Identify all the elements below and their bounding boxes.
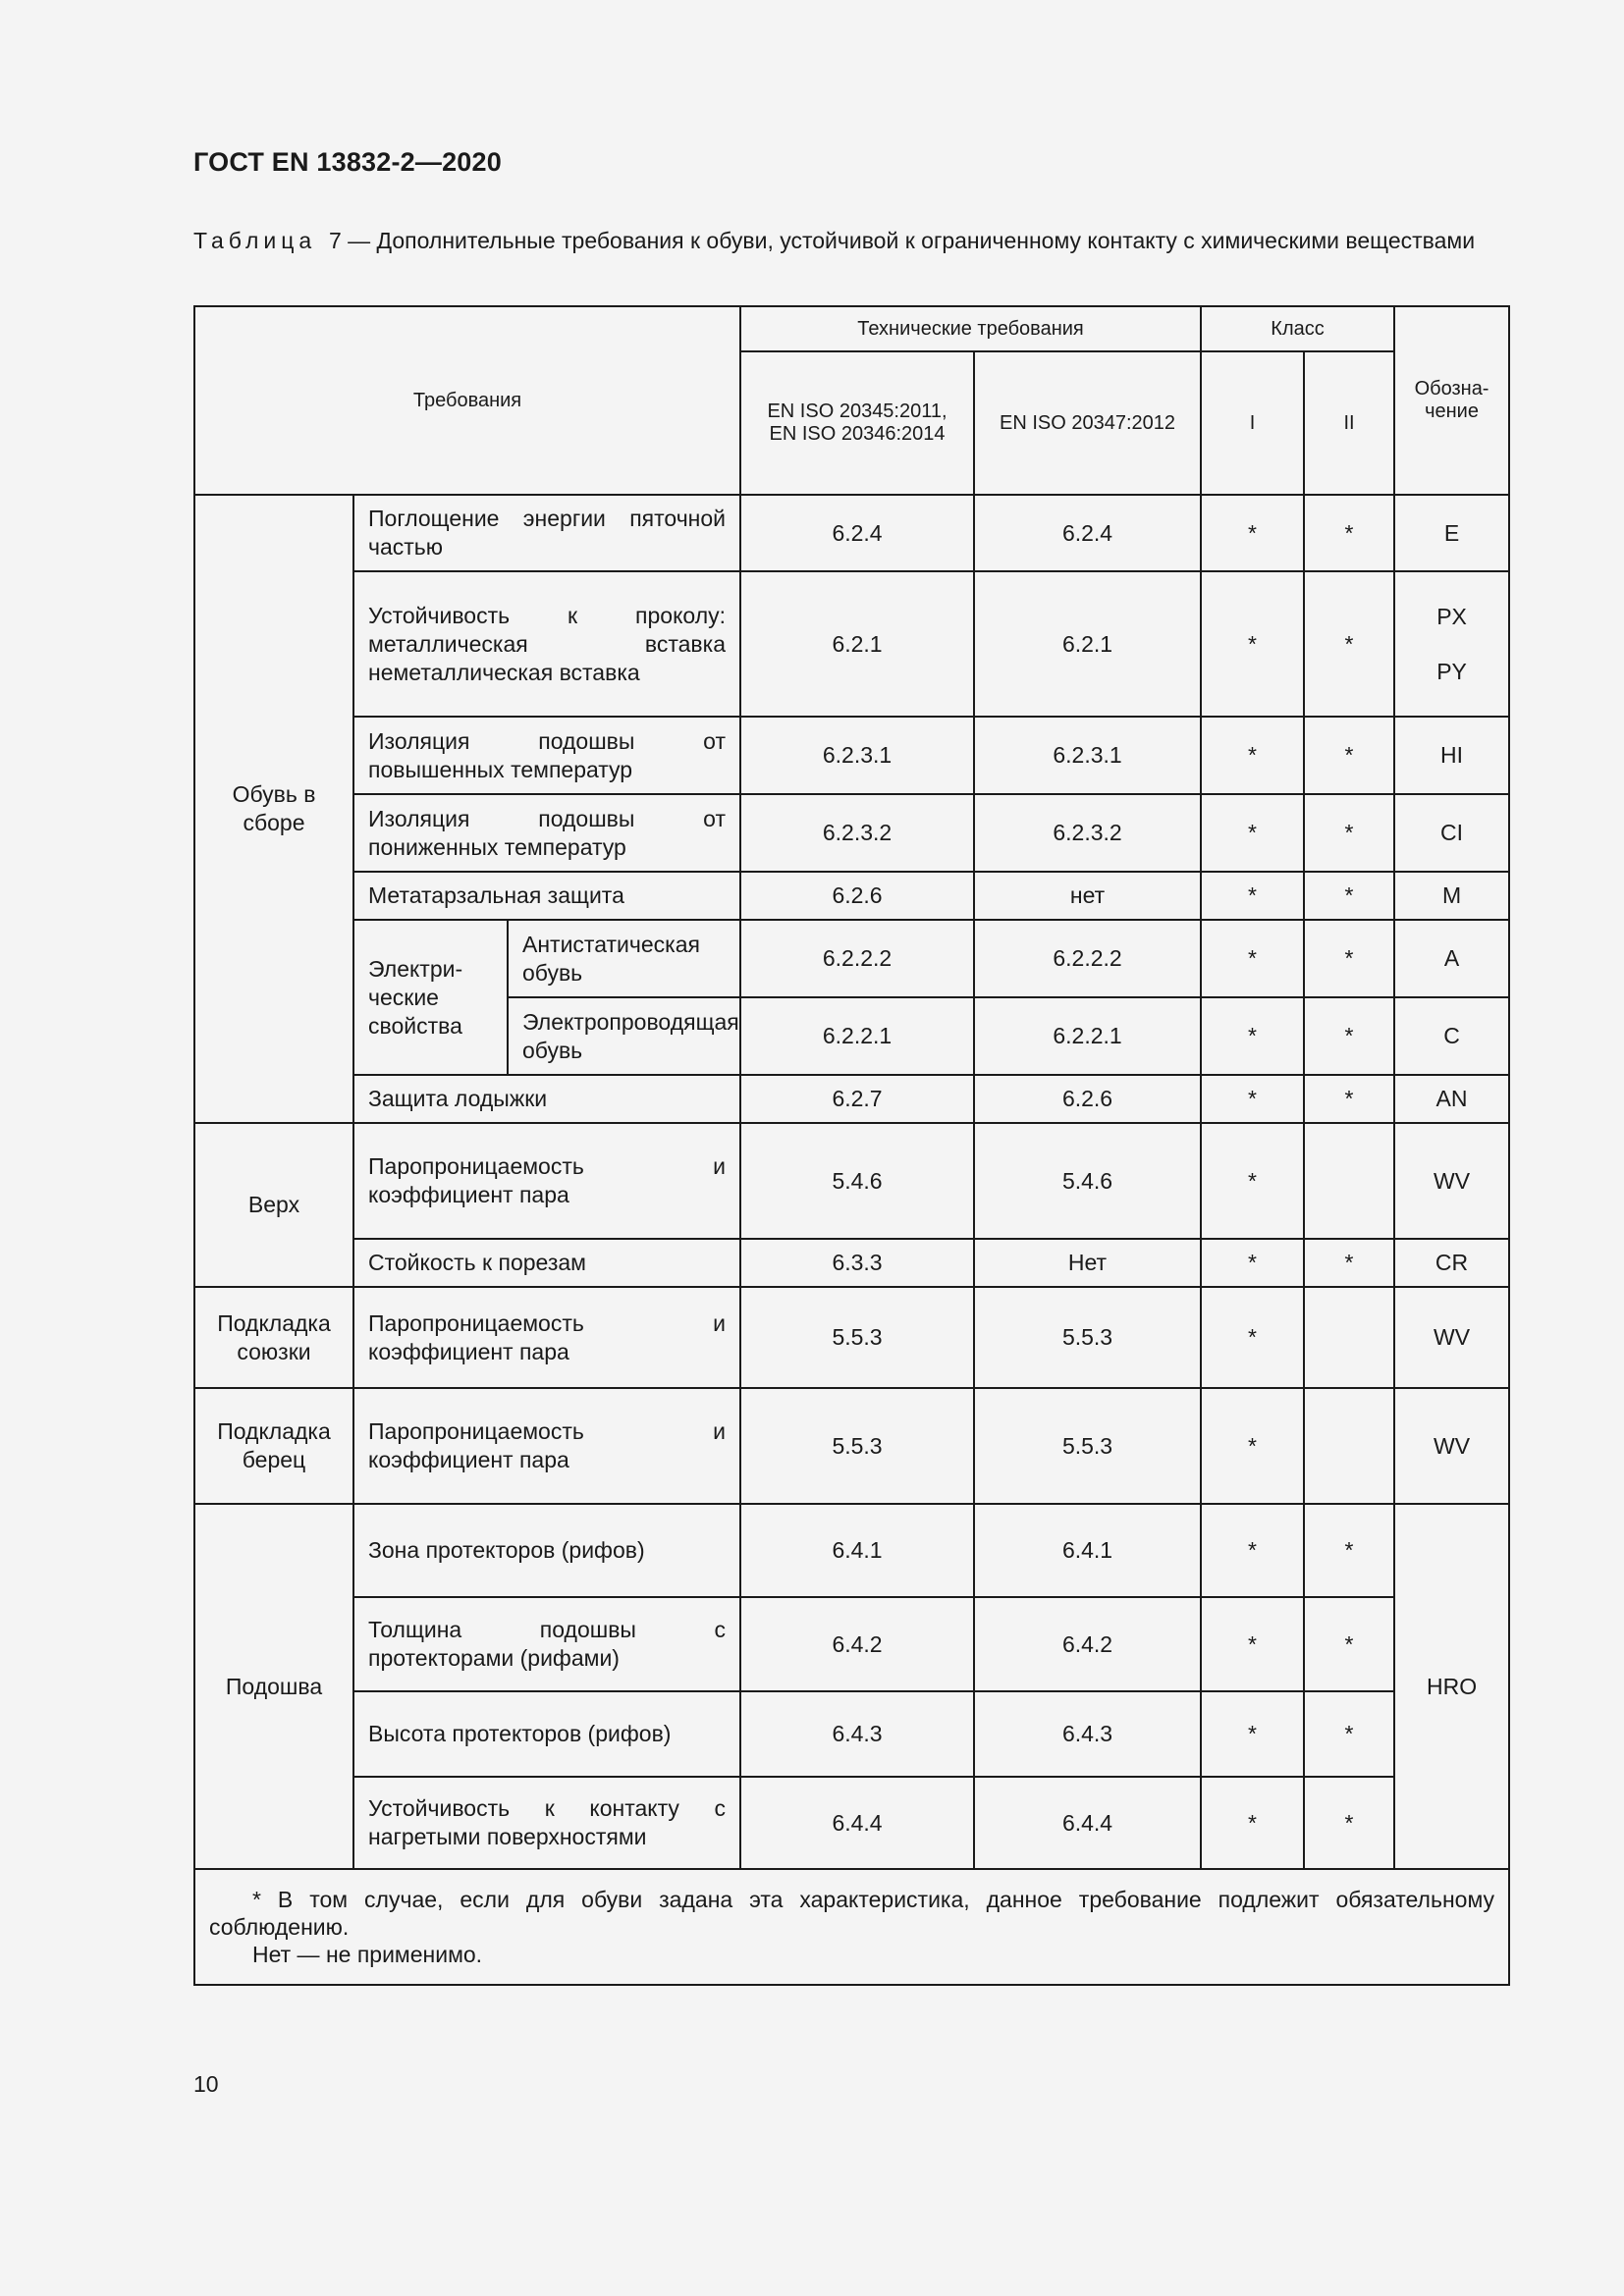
row-class1: * bbox=[1201, 1504, 1304, 1597]
row-class1: * bbox=[1201, 717, 1304, 794]
row-designation: HRO bbox=[1394, 1504, 1509, 1869]
row-designation: E bbox=[1394, 495, 1509, 571]
table-caption-text: 7 — Дополнительные требования к обуви, устойчивой к ограниченному контакту с химическими веществами bbox=[328, 228, 1476, 253]
row-std2: 5.5.3 bbox=[974, 1287, 1201, 1388]
row-class1: * bbox=[1201, 1287, 1304, 1388]
designation-py: PY bbox=[1436, 659, 1467, 684]
row-requirement: Стойкость к порезам bbox=[353, 1239, 740, 1287]
row-class2: * bbox=[1304, 872, 1394, 920]
row-designation: M bbox=[1394, 872, 1509, 920]
requirements-table bbox=[193, 305, 1510, 1986]
row-class1: * bbox=[1201, 1239, 1304, 1287]
row-std1: 6.2.2.1 bbox=[740, 997, 974, 1075]
row-class2: * bbox=[1304, 571, 1394, 717]
page-number: 10 bbox=[193, 2071, 219, 2097]
row-class1: * bbox=[1201, 997, 1304, 1075]
group-electrical: Электри-ческие свойства bbox=[353, 920, 508, 1075]
row-std2: 6.2.2.1 bbox=[974, 997, 1201, 1075]
row-class1: * bbox=[1201, 794, 1304, 872]
row-class2 bbox=[1304, 1287, 1394, 1388]
row-class1: * bbox=[1201, 1123, 1304, 1239]
row-std1: 6.4.1 bbox=[740, 1504, 974, 1597]
row-requirement: Паропроницаемость и коэффициент пара bbox=[353, 1123, 740, 1239]
footnote-line-2: Нет — не применимо. bbox=[252, 1942, 483, 1967]
group-assembled: Обувь в сборе bbox=[194, 495, 353, 1123]
row-std1: 6.2.3.2 bbox=[740, 794, 974, 872]
group-vamp-lining: Подкладка союзки bbox=[194, 1287, 353, 1388]
row-designation: HI bbox=[1394, 717, 1509, 794]
row-std2: 6.2.3.1 bbox=[974, 717, 1201, 794]
header-technical: Технические требования bbox=[740, 306, 1201, 351]
row-class2 bbox=[1304, 1123, 1394, 1239]
row-std1: 5.5.3 bbox=[740, 1388, 974, 1504]
header-class1: I bbox=[1201, 351, 1304, 495]
row-class1: * bbox=[1201, 1691, 1304, 1777]
row-designation: AN bbox=[1394, 1075, 1509, 1123]
row-requirement: Зона протекторов (рифов) bbox=[353, 1504, 740, 1597]
row-requirement: Паропроницаемость и коэффициент пара bbox=[353, 1388, 740, 1504]
table-caption-prefix: Таблица bbox=[193, 228, 317, 253]
row-std2: 6.4.4 bbox=[974, 1777, 1201, 1869]
row-requirement: Высота протекторов (рифов) bbox=[353, 1691, 740, 1777]
header-designation: Обозна-чение bbox=[1394, 306, 1509, 495]
row-designation bbox=[1394, 571, 1509, 717]
row-class1: * bbox=[1201, 920, 1304, 997]
row-std1: 6.2.3.1 bbox=[740, 717, 974, 794]
footnote-line-1: * В том случае, если для обуви задана эта характеристика, данное требование подлежит обязательному соблюдению. bbox=[209, 1887, 1495, 1940]
row-requirement: Толщина подошвы с протекторами (рифами) bbox=[353, 1597, 740, 1691]
group-quarter-lining: Подкладка берец bbox=[194, 1388, 353, 1504]
row-std1: 6.2.1 bbox=[740, 571, 974, 717]
designation-px: PX bbox=[1436, 604, 1467, 629]
row-requirement: Метатарзальная защита bbox=[353, 872, 740, 920]
row-std2: 6.4.2 bbox=[974, 1597, 1201, 1691]
row-designation: WV bbox=[1394, 1388, 1509, 1504]
group-sole: Подошва bbox=[194, 1504, 353, 1869]
row-requirement: Изоляция подошвы от пониженных температур bbox=[353, 794, 740, 872]
row-std2: 6.2.3.2 bbox=[974, 794, 1201, 872]
row-requirement: Защита лодыжки bbox=[353, 1075, 740, 1123]
row-class2: * bbox=[1304, 794, 1394, 872]
row-class1: * bbox=[1201, 1075, 1304, 1123]
header-requirements: Требования bbox=[194, 306, 740, 495]
row-std1: 6.2.7 bbox=[740, 1075, 974, 1123]
row-std2: 6.2.6 bbox=[974, 1075, 1201, 1123]
row-std2: Нет bbox=[974, 1239, 1201, 1287]
row-std2: 6.2.2.2 bbox=[974, 920, 1201, 997]
row-std2: нет bbox=[974, 872, 1201, 920]
row-class2: * bbox=[1304, 1239, 1394, 1287]
row-class2: * bbox=[1304, 1597, 1394, 1691]
row-class2: * bbox=[1304, 717, 1394, 794]
row-designation: WV bbox=[1394, 1287, 1509, 1388]
row-class2: * bbox=[1304, 1777, 1394, 1869]
row-std1: 5.4.6 bbox=[740, 1123, 974, 1239]
group-upper: Верх bbox=[194, 1123, 353, 1287]
row-class1: * bbox=[1201, 1777, 1304, 1869]
row-std1: 6.2.6 bbox=[740, 872, 974, 920]
row-requirement: Антистатическая обувь bbox=[508, 920, 740, 997]
row-class1: * bbox=[1201, 495, 1304, 571]
row-requirement: Паропроницаемость и коэффициент пара bbox=[353, 1287, 740, 1388]
row-class1: * bbox=[1201, 571, 1304, 717]
row-class2: * bbox=[1304, 920, 1394, 997]
row-std1: 6.2.4 bbox=[740, 495, 974, 571]
row-std2: 5.5.3 bbox=[974, 1388, 1201, 1504]
row-designation: WV bbox=[1394, 1123, 1509, 1239]
table-footnote bbox=[194, 1869, 1509, 1985]
row-class2: * bbox=[1304, 495, 1394, 571]
row-std1: 6.4.2 bbox=[740, 1597, 974, 1691]
row-std2: 6.2.1 bbox=[974, 571, 1201, 717]
header-std2: EN ISO 20347:2012 bbox=[974, 351, 1201, 495]
row-class2: * bbox=[1304, 1691, 1394, 1777]
row-std1: 5.5.3 bbox=[740, 1287, 974, 1388]
document-header: ГОСТ EN 13832-2—2020 bbox=[193, 147, 502, 177]
row-designation: C bbox=[1394, 997, 1509, 1075]
row-class1: * bbox=[1201, 1597, 1304, 1691]
row-class1: * bbox=[1201, 1388, 1304, 1504]
row-std1: 6.3.3 bbox=[740, 1239, 974, 1287]
row-requirement: Электропроводящая обувь bbox=[508, 997, 740, 1075]
row-class2: * bbox=[1304, 997, 1394, 1075]
row-designation: CI bbox=[1394, 794, 1509, 872]
row-std2: 6.4.3 bbox=[974, 1691, 1201, 1777]
row-std2: 6.2.4 bbox=[974, 495, 1201, 571]
row-std2: 5.4.6 bbox=[974, 1123, 1201, 1239]
row-class2 bbox=[1304, 1388, 1394, 1504]
row-designation: A bbox=[1394, 920, 1509, 997]
row-class2: * bbox=[1304, 1075, 1394, 1123]
row-std2: 6.4.1 bbox=[974, 1504, 1201, 1597]
row-designation: CR bbox=[1394, 1239, 1509, 1287]
header-class2: II bbox=[1304, 351, 1394, 495]
row-std1: 6.2.2.2 bbox=[740, 920, 974, 997]
row-requirement: Устойчивость к проколу: металлическая вставка неметаллическая вставка bbox=[353, 571, 740, 717]
row-class2: * bbox=[1304, 1504, 1394, 1597]
row-requirement: Устойчивость к контакту с нагретыми поверхностями bbox=[353, 1777, 740, 1869]
row-class1: * bbox=[1201, 872, 1304, 920]
table-caption bbox=[193, 226, 1509, 256]
header-std1: EN ISO 20345:2011, EN ISO 20346:2014 bbox=[740, 351, 974, 495]
header-class: Класс bbox=[1201, 306, 1394, 351]
row-requirement: Изоляция подошвы от повышенных температур bbox=[353, 717, 740, 794]
row-requirement: Поглощение энергии пяточной частью bbox=[353, 495, 740, 571]
row-std1: 6.4.4 bbox=[740, 1777, 974, 1869]
row-std1: 6.4.3 bbox=[740, 1691, 974, 1777]
